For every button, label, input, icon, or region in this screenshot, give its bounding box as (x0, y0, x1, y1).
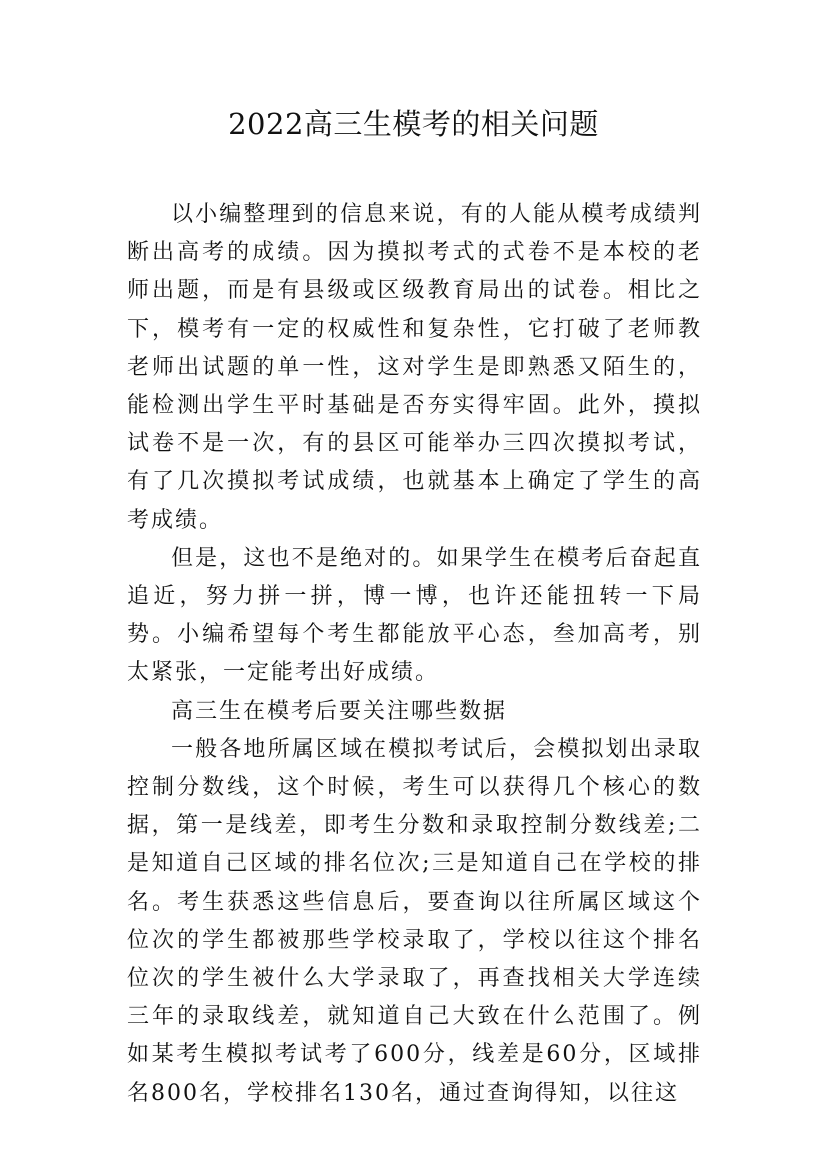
paragraph-intro: 以小编整理到的信息来说，有的人能从模考成绩判断出高考的成绩。因为摸拟考式的式卷不是本校的老师出题，而是有县级或区级教育局出的试卷。相比之下，模考有一定的权威性和复杂性，它打破了老师教老师出试题的单一性，这对学生是即熟悉又陌生的，能检测出学生平时基础是否夯实得牢固。此外，摸拟试卷不是一次，有的县区可能举办三四次摸拟考试，有了几次摸拟考试成绩，也就基本上确定了学生的高考成绩。 (127, 202, 702, 533)
document-title: 2022高三生模考的相关问题 (228, 107, 599, 141)
section-heading: 高三生在模考后要关注哪些数据 (171, 698, 508, 724)
paragraph-data: 一般各地所属区域在模拟考试后，会模拟划出录取控制分数线，这个时候，考生可以获得几个核心的数据，第一是线差，即考生分数和录取控制分数线差;二是知道自己区域的排名位次;三是知道自己在学校的排名。考生获悉这些信息后，要查询以往所属区域这个位次的学生都被那些学校录取了，学校以往这个排名位次的学生被什么大学录取了，再查找相关大学连续三年的录取线差，就知道自己大致在什么范围了。例如某考生模拟考试考了600分，线差是60分，区域排名800名，学校排名130名，通过查询得知，以往这 (127, 736, 702, 1106)
paragraph-caveat: 但是，这也不是绝对的。如果学生在模考后奋起直追近，努力拼一拼，博一博，也许还能扭转一下局势。小编希望每个考生都能放平心态，叁加高考，别太紧张，一定能考出好成绩。 (127, 545, 702, 686)
document-body (127, 196, 702, 1113)
